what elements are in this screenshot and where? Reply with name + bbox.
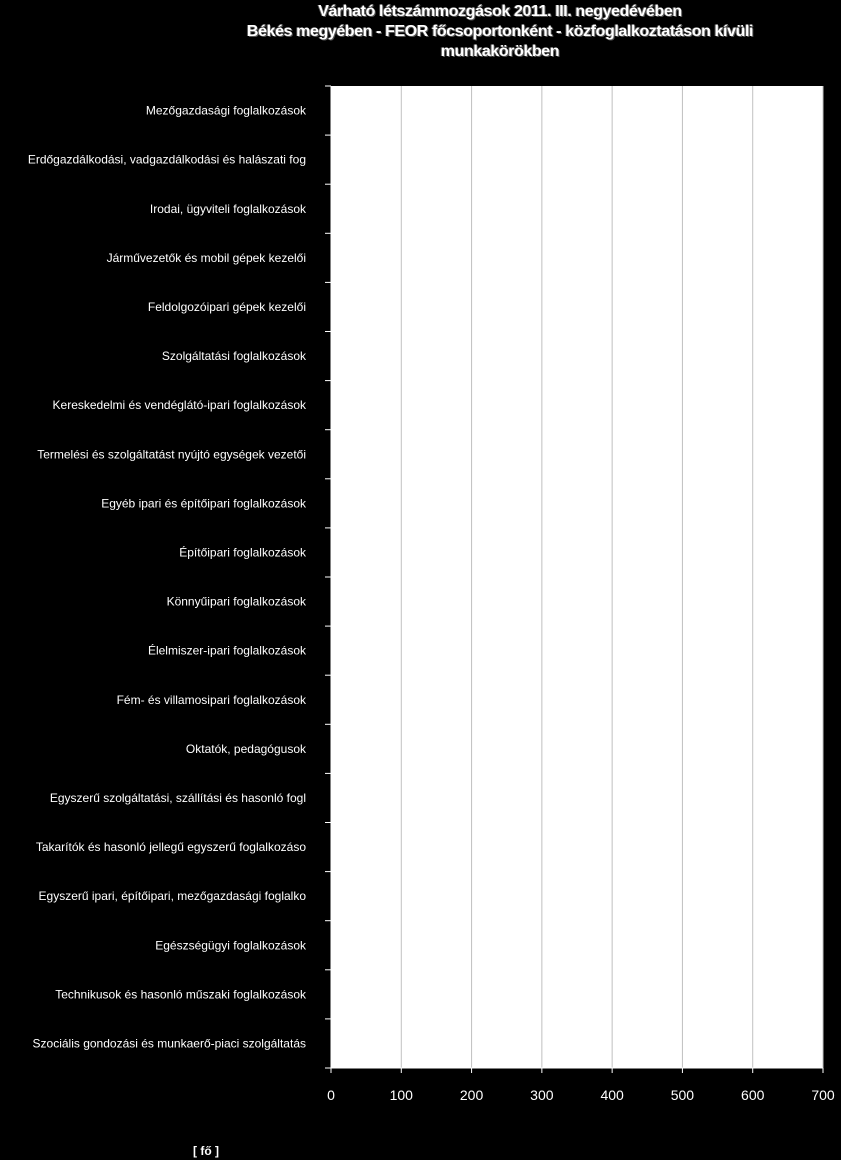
category-label: Termelési és szolgáltatást nyújtó egységek vezetői xyxy=(37,447,306,462)
x-tick-labels xyxy=(327,1087,835,1103)
y-ticks xyxy=(325,86,331,1068)
category-labels xyxy=(28,104,307,1051)
category-label: Járművezetők és mobil gépek kezelői xyxy=(106,250,306,265)
category-label: Oktatók, pedagógusok xyxy=(185,741,306,756)
category-label: Élelmiszer-ipari foglalkozások xyxy=(147,643,306,658)
category-label: Egyszerű szolgáltatási, szállítási és hasonló fogl xyxy=(49,790,306,805)
chart-title-line-1: Várható létszámmozgások 2011. III. negyedévében xyxy=(318,3,682,20)
category-label: Egyéb ipari és építőipari foglalkozások xyxy=(101,496,306,511)
x-tick-label: 500 xyxy=(670,1087,695,1103)
x-ticks xyxy=(331,1068,823,1073)
category-label: Egyszerű ipari, építőipari, mezőgazdasági foglalko xyxy=(38,889,306,904)
x-tick-label: 400 xyxy=(600,1087,624,1103)
category-label: Fém- és villamosipari foglalkozások xyxy=(116,692,306,707)
category-label: Szolgáltatási foglalkozások xyxy=(161,349,306,364)
chart-title-line-3: munkakörökben xyxy=(440,43,560,60)
category-label: Erdőgazdálkodási, vadgazdálkodási és halászati fog xyxy=(27,152,306,167)
category-label: Kereskedelmi és vendéglátó-ipari foglalkozások xyxy=(52,398,306,413)
category-label: Építőipari foglalkozások xyxy=(179,545,306,560)
chart-title-line-2: Békés megyében - FEOR főcsoportonként - közfoglalkoztatáson kívüli xyxy=(246,23,754,40)
category-label: Könnyűipari foglalkozások xyxy=(166,594,306,609)
category-label: Szociális gondozási és munkaerő-piaci szolgáltatás xyxy=(32,1036,306,1051)
category-label: Mezőgazdasági foglalkozások xyxy=(145,103,306,118)
x-tick-label: 200 xyxy=(459,1087,484,1103)
x-tick-label: 600 xyxy=(741,1087,765,1103)
category-label: Irodai, ügyviteli foglalkozások xyxy=(149,201,306,216)
x-tick-label: 700 xyxy=(811,1087,835,1103)
x-tick-label: 300 xyxy=(530,1087,554,1103)
plot-area xyxy=(331,86,823,1068)
category-label: Takarítók és hasonló jellegű egyszerű foglalkozáso xyxy=(35,840,306,855)
x-tick-label: 0 xyxy=(327,1087,335,1103)
category-label: Feldolgozóipari gépek kezelői xyxy=(147,299,306,314)
category-label: Technikusok és hasonló műszaki foglalkozások xyxy=(55,987,306,1002)
x-axis-unit-label: [ fő ] xyxy=(193,1144,219,1158)
x-tick-label: 100 xyxy=(389,1087,413,1103)
category-label: Egészségügyi foglalkozások xyxy=(155,938,306,953)
